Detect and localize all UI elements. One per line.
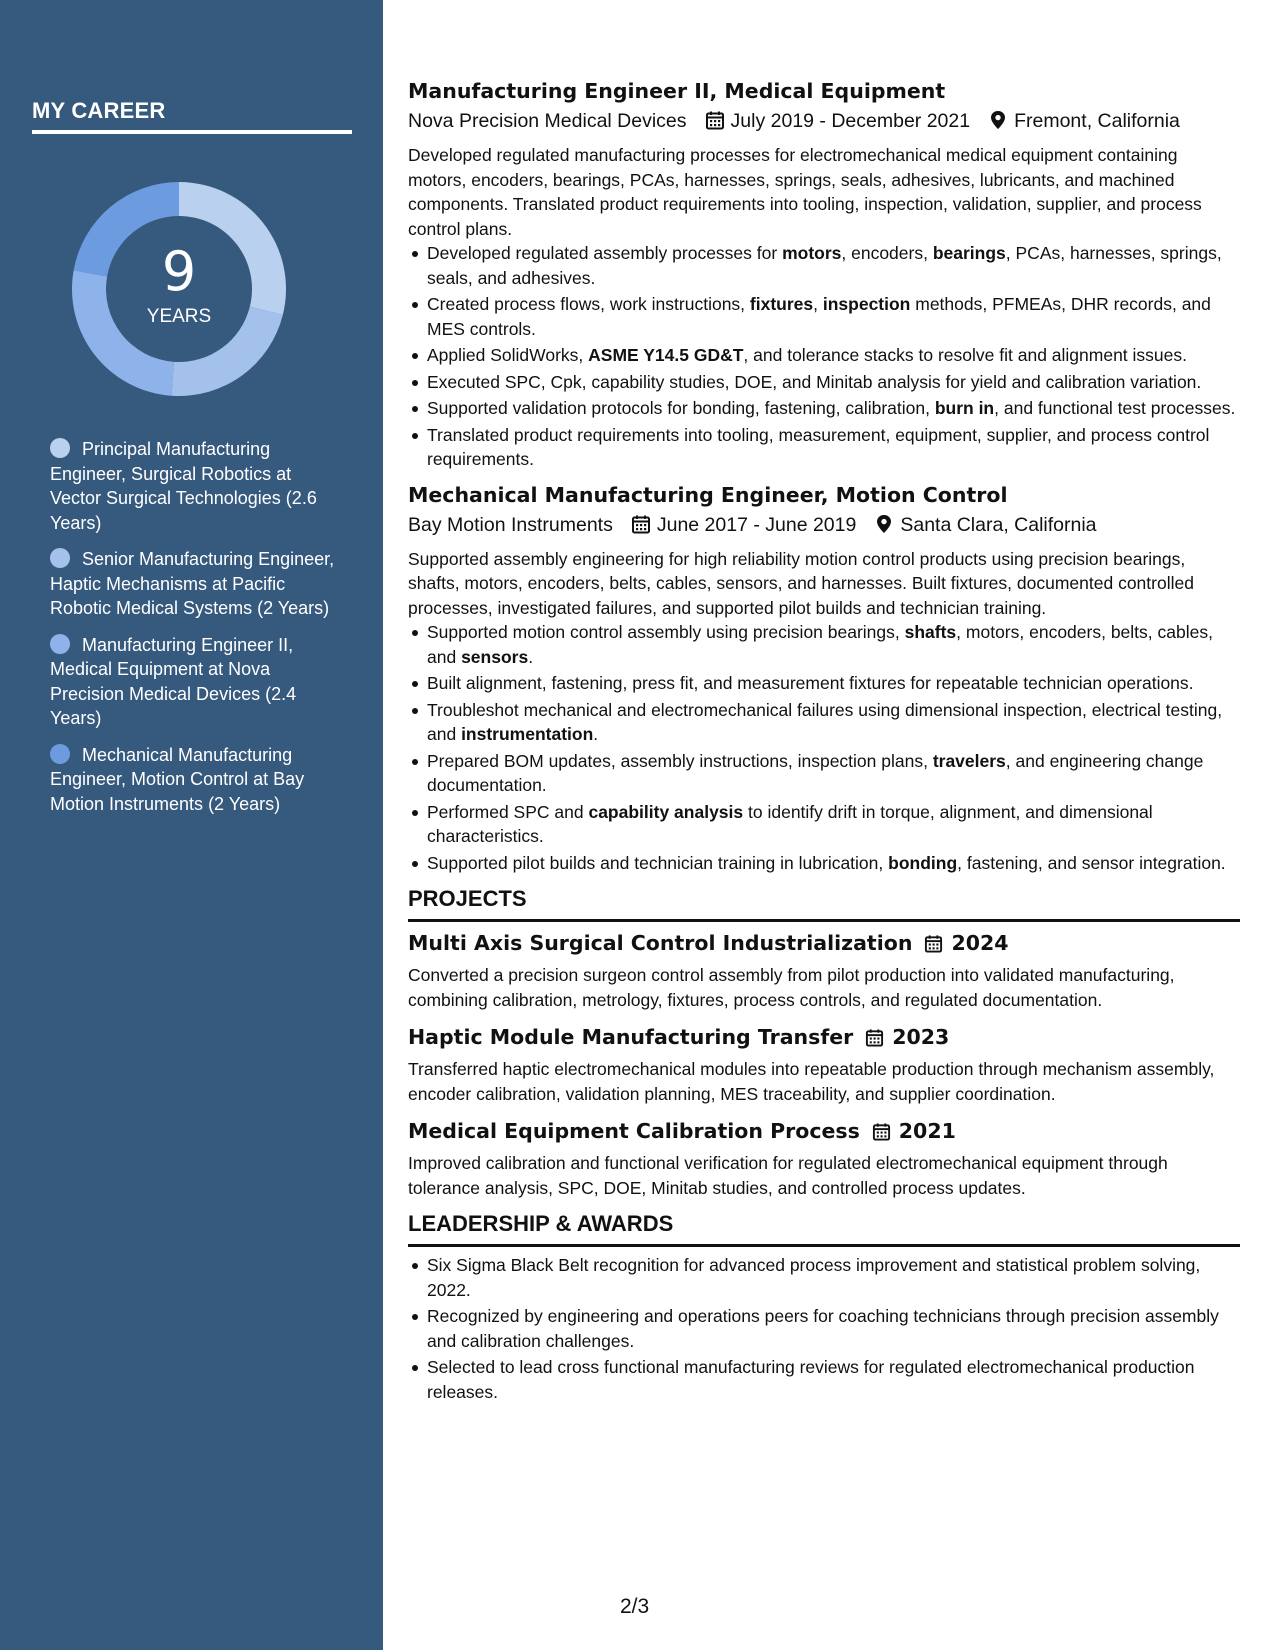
bullet-text: Supported validation protocols for bonding, fastening, calibration,: [427, 398, 935, 418]
job-title: Manufacturing Engineer II, Medical Equipment: [408, 79, 946, 103]
legend-dot-icon: [50, 548, 70, 568]
job-bullet: [427, 749, 1240, 798]
career-item: [50, 437, 335, 535]
calendar-icon: [924, 931, 943, 961]
project-header: [408, 1022, 1240, 1055]
bullet-text: , fastening, and sensor integration.: [957, 852, 1226, 873]
job-company: Nova Precision Medical Devices: [408, 110, 687, 132]
bullet-text: Troubleshot mechanical and electromechanical failures using dimensional inspection, electrical testing, and: [427, 699, 1223, 744]
calendar-icon: [705, 109, 725, 139]
bullet-text: Supported motion control assembly using precision bearings,: [427, 622, 905, 642]
bullet-text: methods, PFMEAs, DHR records, and MES controls.: [427, 294, 1211, 339]
job-entry: [408, 480, 1240, 876]
job-bullet: [427, 800, 1240, 849]
bullet-keyword: fixtures: [749, 294, 814, 314]
total-years-label: YEARS: [146, 306, 212, 327]
calendar-icon: [631, 513, 651, 543]
job-bullet: [427, 343, 1240, 368]
projects-heading: PROJECTS: [408, 885, 1240, 922]
job-dates: July 2019 - December 2021: [730, 110, 971, 132]
bullet-text: , encoders,: [841, 243, 933, 263]
job-bullets: [408, 241, 1240, 472]
location-pin-icon: [874, 513, 894, 543]
award-item: Selected to lead cross functional manufacturing reviews for regulated electromechanical production releases.: [427, 1355, 1240, 1404]
job-bullet: [427, 292, 1240, 341]
career-item-text: Principal Manufacturing Engineer, Surgical Robotics at Vector Surgical Technologies (2.6 Years): [50, 439, 317, 533]
career-item-text: Manufacturing Engineer II, Medical Equipment at Nova Precision Medical Devices (2.4 Years): [50, 634, 297, 728]
job-title: Mechanical Manufacturing Engineer, Motion Control: [408, 482, 1008, 507]
project-title: Multi Axis Surgical Control Industrialization: [408, 931, 913, 955]
job-bullet: [427, 396, 1240, 421]
bullet-text: , and engineering change documentation.: [427, 750, 1204, 795]
bullet-keyword: travelers: [932, 750, 1006, 771]
bullet-text: Performed SPC and: [427, 801, 589, 822]
experience-list: [408, 76, 1240, 875]
sidebar: [0, 0, 383, 1650]
awards-heading: LEADERSHIP & AWARDS: [408, 1210, 1240, 1247]
bullet-text: ,: [813, 294, 823, 314]
total-years-value: 9: [161, 240, 197, 303]
bullet-text: Supported pilot builds and technician training in lubrication,: [427, 852, 889, 873]
bullet-text: , PCAs, harnesses, springs, seals, and adhesives.: [427, 243, 1222, 288]
bullet-text: Translated product requirements into tooling, measurement, equipment, supplier, and process control requirements.: [427, 424, 1210, 469]
project-header: [408, 928, 1240, 961]
bullet-text: Applied SolidWorks,: [427, 345, 589, 365]
legend-dot-icon: [50, 634, 70, 654]
bullet-keyword: capability analysis: [588, 801, 744, 822]
bullet-keyword: inspection: [822, 294, 911, 314]
job-bullet: [427, 423, 1240, 472]
bullet-text: .: [593, 724, 599, 744]
projects-list: [408, 928, 1240, 1200]
job-bullet: [427, 620, 1240, 669]
page-number: 2/3: [620, 1595, 650, 1618]
bullet-keyword: motors: [782, 243, 842, 263]
career-item-text: Mechanical Manufacturing Engineer, Motion Control at Bay Motion Instruments (2 Years): [50, 744, 305, 814]
job-bullet: [427, 851, 1240, 876]
bullet-text: , and tolerance stacks to resolve fit and alignment issues.: [743, 345, 1187, 365]
job-bullet: [427, 241, 1240, 290]
bullet-keyword: shafts: [904, 622, 957, 642]
career-item: [50, 547, 335, 621]
career-item-text: Senior Manufacturing Engineer, Haptic Mechanisms at Pacific Robotic Medical Systems (2 Years): [50, 549, 335, 618]
project-year: 2024: [951, 931, 1009, 955]
award-item: Recognized by engineering and operations peers for coaching technicians through precision assembly and calibration challenges.: [427, 1304, 1240, 1353]
bullet-text: .: [528, 646, 534, 667]
project-year: 2021: [898, 1119, 956, 1143]
job-location: Santa Clara, California: [900, 513, 1097, 536]
project-description: Improved calibration and functional verification for regulated electromechanical equipment through tolerance analysis, SPC, DOE, Minitab studies, and controlled process updates.: [408, 1153, 1168, 1198]
career-list: [50, 437, 335, 828]
legend-dot-icon: [50, 438, 70, 458]
location-pin-icon: [988, 109, 1008, 139]
bullet-text: Created process flows, work instructions,: [427, 294, 750, 314]
sidebar-divider: [32, 130, 352, 134]
project-title: Medical Equipment Calibration Process: [408, 1119, 860, 1143]
job-bullet: [427, 671, 1240, 696]
project-entry: [408, 1116, 1240, 1200]
career-item: [50, 633, 335, 731]
sidebar-title: MY CAREER: [32, 98, 166, 123]
calendar-icon: [865, 1025, 884, 1055]
job-bullets: [408, 620, 1240, 875]
bullet-text: , motors, encoders, belts, cables, and: [427, 622, 1213, 667]
legend-dot-icon: [50, 744, 70, 764]
project-year: 2023: [892, 1025, 950, 1049]
donut-segment-3: [72, 270, 174, 395]
career-item: [50, 743, 335, 817]
bullet-text: Built alignment, fastening, press fit, and measurement fixtures for repeatable technician operations.: [427, 673, 1194, 693]
bullet-keyword: bearings: [932, 243, 1006, 263]
bullet-keyword: burn in: [934, 398, 995, 418]
job-summary: Supported assembly engineering for high reliability motion control products using precision bearings, shafts, motors, encoders, belts, cables, sensors, and harnesses. Built fixtures, documented controlled processes, investigated failures, and supported pilot builds and technician training.: [408, 548, 1194, 618]
job-summary: Developed regulated manufacturing processes for electromechanical medical equipment containing motors, encoders, bearings, PCAs, harnesses, springs, seals, adhesives, lubricants, and machined components. Translated product requirements into tooling, inspection, validation, supplier, and process control plans.: [408, 145, 1202, 239]
project-entry: [408, 928, 1240, 1012]
bullet-keyword: sensors: [461, 646, 529, 667]
main-content: [408, 76, 1240, 1412]
bullet-keyword: instrumentation: [461, 724, 594, 744]
job-location: Fremont, California: [1014, 110, 1180, 132]
bullet-text: Prepared BOM updates, assembly instructions, inspection plans,: [427, 750, 933, 771]
award-item: Six Sigma Black Belt recognition for advanced process improvement and statistical problem solving, 2022.: [427, 1253, 1240, 1302]
awards-list: [408, 1253, 1240, 1404]
job-bullet: [427, 698, 1240, 747]
job-bullet: [427, 370, 1240, 395]
project-description: Converted a precision surgeon control assembly from pilot production into validated manufacturing, combining calibration, metrology, fixtures, process controls, and regulated documentation.: [408, 965, 1175, 1010]
job-meta: [408, 510, 1240, 543]
project-description: Transferred haptic electromechanical modules into repeatable production through mechanism assembly, encoder calibration, validation planning, MES traceability, and supplier coordination.: [408, 1059, 1215, 1104]
job-meta: [408, 106, 1240, 139]
career-donut-chart: [66, 176, 292, 402]
project-title: Haptic Module Manufacturing Transfer: [408, 1025, 854, 1049]
bullet-text: Developed regulated assembly processes for: [427, 243, 783, 263]
calendar-icon: [872, 1119, 891, 1149]
job-entry: [408, 76, 1240, 472]
job-dates: June 2017 - June 2019: [656, 513, 857, 536]
bullet-text: , and functional test processes.: [994, 398, 1236, 418]
bullet-text: to identify drift in torque, alignment, and dimensional characteristics.: [427, 801, 1153, 846]
bullet-text: Executed SPC, Cpk, capability studies, DOE, and Minitab analysis for yield and calibration variation.: [427, 371, 1202, 392]
project-header: [408, 1116, 1240, 1149]
project-entry: [408, 1022, 1240, 1106]
bullet-keyword: ASME Y14.5 GD&T: [588, 345, 744, 365]
bullet-keyword: bonding: [888, 852, 958, 873]
job-company: Bay Motion Instruments: [408, 513, 613, 536]
